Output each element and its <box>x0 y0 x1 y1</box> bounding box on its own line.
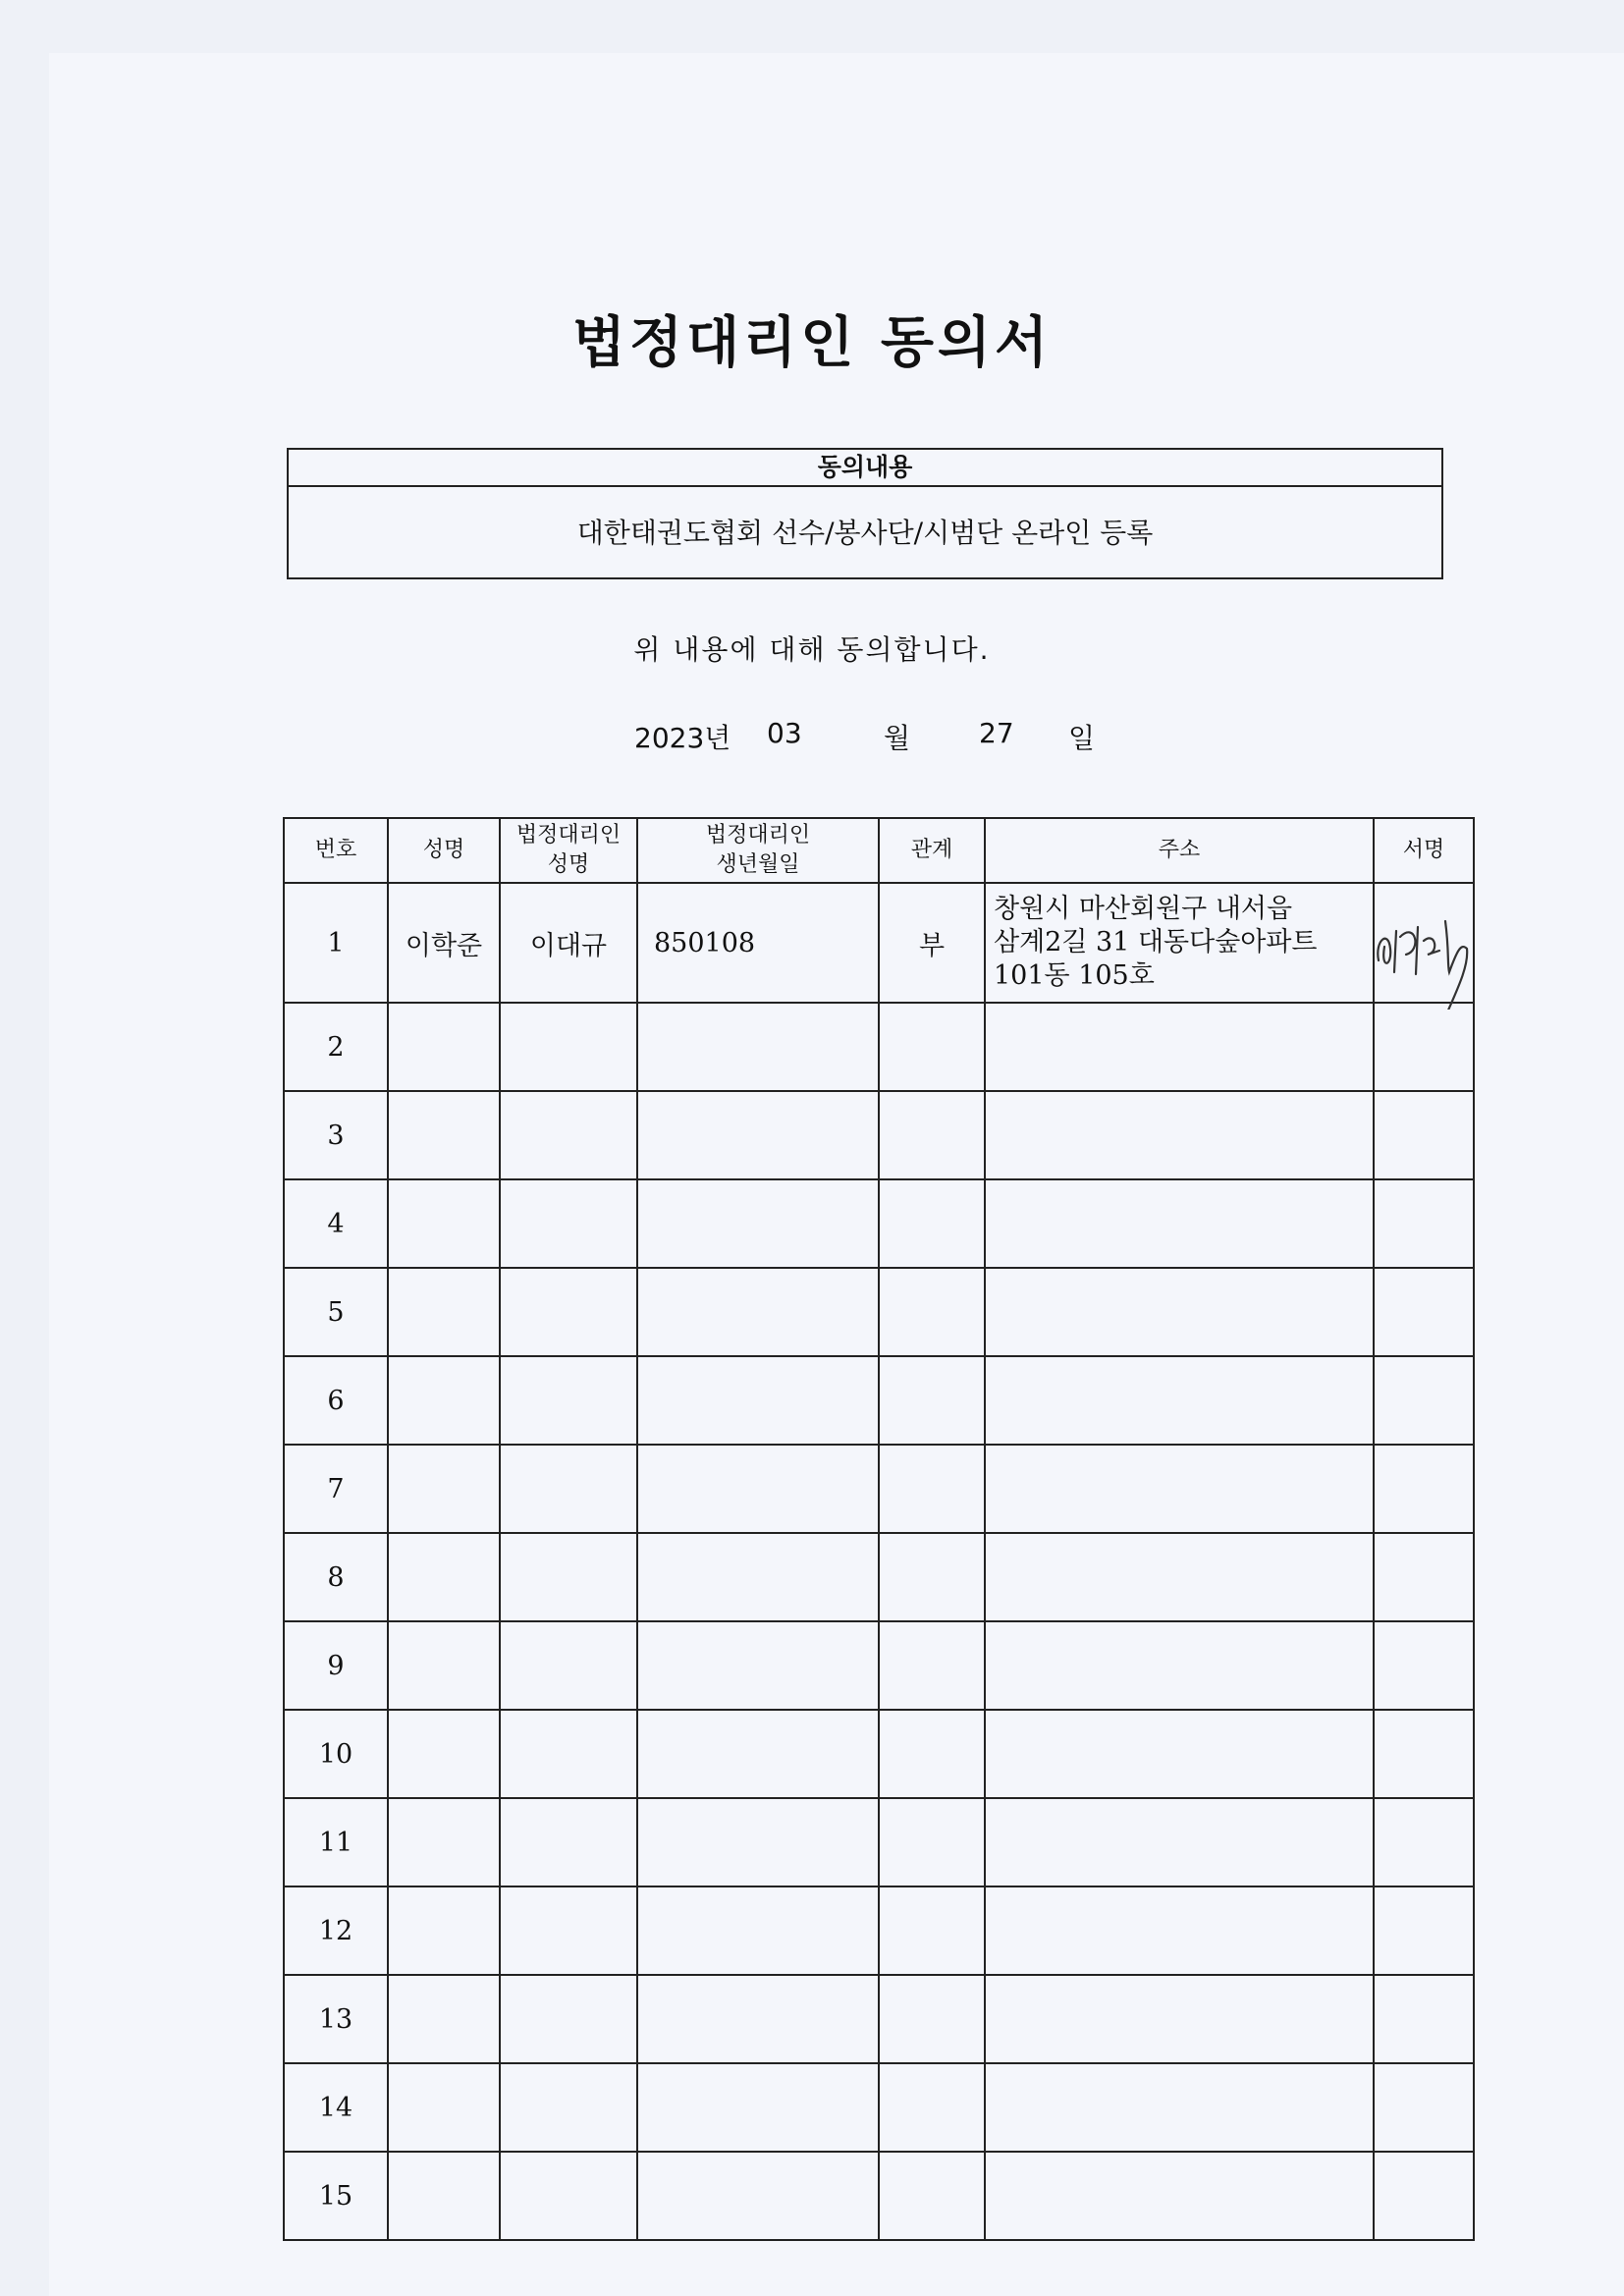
row-signature <box>1374 1356 1474 1445</box>
row-relation <box>879 1445 985 1533</box>
table-row <box>284 1268 1474 1356</box>
table-row <box>284 1445 1474 1533</box>
row-relation <box>879 1179 985 1268</box>
row-no: 1 <box>284 883 388 1003</box>
row-name <box>388 1621 500 1710</box>
table-row <box>284 1356 1474 1445</box>
row-address <box>985 1445 1374 1533</box>
row-name <box>388 1003 500 1091</box>
address-line: 101동 105호 <box>994 960 1155 991</box>
table-row <box>284 2063 1474 2152</box>
table-row <box>284 1975 1474 2063</box>
row-no: 8 <box>284 1533 388 1621</box>
row-guardian-name <box>500 1533 637 1621</box>
row-name <box>388 1886 500 1975</box>
table-row <box>284 1798 1474 1886</box>
table-row <box>284 883 1474 1003</box>
row-relation <box>879 1975 985 2063</box>
row-relation <box>879 1268 985 1356</box>
row-address <box>985 1533 1374 1621</box>
table-row <box>284 1179 1474 1268</box>
row-address <box>985 1091 1374 1179</box>
table-row <box>284 1886 1474 1975</box>
row-relation <box>879 1003 985 1091</box>
row-address <box>985 1798 1374 1886</box>
header-name: 성명 <box>388 818 500 883</box>
date-day: 27 <box>979 717 1014 749</box>
row-guardian-name <box>500 1886 637 1975</box>
row-guardian-birth <box>637 1268 879 1356</box>
row-relation <box>879 1798 985 1886</box>
row-name <box>388 1445 500 1533</box>
row-guardian-birth <box>637 1003 879 1091</box>
row-guardian-name <box>500 2152 637 2240</box>
row-name <box>388 1798 500 1886</box>
row-relation <box>879 1533 985 1621</box>
row-signature <box>1374 2063 1474 2152</box>
row-guardian-name <box>500 1179 637 1268</box>
row-guardian-name <box>500 1003 637 1091</box>
row-name <box>388 1710 500 1798</box>
row-no: 13 <box>284 1975 388 2063</box>
row-name <box>388 1179 500 1268</box>
row-guardian-name <box>500 1268 637 1356</box>
row-guardian-name: 이대규 <box>500 883 637 1003</box>
row-guardian-birth <box>637 1886 879 1975</box>
row-guardian-name <box>500 1356 637 1445</box>
row-address <box>985 1356 1374 1445</box>
agreement-statement: 위 내용에 대해 동의합니다. <box>633 633 991 666</box>
row-address <box>985 1003 1374 1091</box>
row-signature <box>1374 1268 1474 1356</box>
row-address <box>985 2063 1374 2152</box>
row-guardian-name <box>500 1445 637 1533</box>
row-guardian-birth <box>637 1445 879 1533</box>
row-relation <box>879 2063 985 2152</box>
consent-content: 대한태권도협회 선수/봉사단/시범단 온라인 등록 <box>576 517 1154 549</box>
row-no: 14 <box>284 2063 388 2152</box>
row-name: 이학준 <box>388 883 500 1003</box>
address-line: 삼계2길 31 대동다숲아파트 <box>994 927 1318 957</box>
row-signature <box>1374 1886 1474 1975</box>
row-guardian-name <box>500 1621 637 1710</box>
row-signature <box>1374 2152 1474 2240</box>
row-relation <box>879 1886 985 1975</box>
row-no: 3 <box>284 1091 388 1179</box>
row-no: 2 <box>284 1003 388 1091</box>
document-title: 법정대리인 동의서 <box>571 311 1053 375</box>
row-no: 7 <box>284 1445 388 1533</box>
row-no: 6 <box>284 1356 388 1445</box>
row-name <box>388 1268 500 1356</box>
row-address <box>985 883 1374 1003</box>
row-guardian-birth <box>637 1798 879 1886</box>
row-relation <box>879 1621 985 1710</box>
row-address <box>985 1886 1374 1975</box>
row-address <box>985 1268 1374 1356</box>
row-guardian-birth <box>637 1533 879 1621</box>
table-row <box>284 2152 1474 2240</box>
row-guardian-birth: 850108 <box>637 883 879 1003</box>
row-guardian-birth <box>637 1621 879 1710</box>
table-header-row <box>284 818 1474 883</box>
header-guardian-birth: 법정대리인 생년월일 <box>637 818 879 883</box>
row-guardian-birth <box>637 2063 879 2152</box>
row-signature <box>1374 1445 1474 1533</box>
date-day-unit: 일 <box>1068 722 1096 754</box>
row-signature <box>1374 1003 1474 1091</box>
date-year: 2023년 <box>634 722 731 754</box>
row-address <box>985 2152 1374 2240</box>
row-guardian-birth <box>637 1179 879 1268</box>
row-guardian-birth <box>637 1356 879 1445</box>
row-relation <box>879 1091 985 1179</box>
consent-header: 동의내용 <box>289 450 1441 487</box>
row-guardian-name <box>500 1798 637 1886</box>
row-guardian-name <box>500 1091 637 1179</box>
row-signature <box>1374 1798 1474 1886</box>
row-name <box>388 1091 500 1179</box>
row-address <box>985 1710 1374 1798</box>
row-signature <box>1374 1091 1474 1179</box>
table-row <box>284 1091 1474 1179</box>
header-relation: 관계 <box>879 818 985 883</box>
header-signature: 서명 <box>1374 818 1474 883</box>
header-no: 번호 <box>284 818 388 883</box>
row-no: 10 <box>284 1710 388 1798</box>
row-relation: 부 <box>879 883 985 1003</box>
row-no: 15 <box>284 2152 388 2240</box>
table-row <box>284 1621 1474 1710</box>
guardian-table <box>283 817 1475 2241</box>
header-address: 주소 <box>985 818 1374 883</box>
date-month-unit: 월 <box>884 722 911 754</box>
date-month: 03 <box>767 717 802 749</box>
row-no: 5 <box>284 1268 388 1356</box>
row-signature <box>1374 1710 1474 1798</box>
row-name <box>388 1975 500 2063</box>
row-relation <box>879 1710 985 1798</box>
row-guardian-birth <box>637 1091 879 1179</box>
row-address <box>985 1975 1374 2063</box>
row-guardian-name <box>500 1710 637 1798</box>
table-row <box>284 1003 1474 1091</box>
row-relation <box>879 2152 985 2240</box>
table-row <box>284 1533 1474 1621</box>
row-no: 9 <box>284 1621 388 1710</box>
row-address <box>985 1621 1374 1710</box>
handwritten-signature <box>1367 892 1494 1010</box>
row-signature <box>1374 883 1474 1003</box>
row-no: 11 <box>284 1798 388 1886</box>
header-guardian-name: 법정대리인 성명 <box>500 818 637 883</box>
row-name <box>388 1356 500 1445</box>
row-name <box>388 2063 500 2152</box>
row-address <box>985 1179 1374 1268</box>
address-line: 창원시 마산회원구 내서읍 <box>994 894 1293 924</box>
row-guardian-name <box>500 2063 637 2152</box>
row-no: 4 <box>284 1179 388 1268</box>
row-signature <box>1374 1975 1474 2063</box>
row-name <box>388 1533 500 1621</box>
row-guardian-birth <box>637 2152 879 2240</box>
table-row <box>284 1710 1474 1798</box>
row-signature <box>1374 1179 1474 1268</box>
row-guardian-birth <box>637 1975 879 2063</box>
row-guardian-birth <box>637 1710 879 1798</box>
row-signature <box>1374 1533 1474 1621</box>
consent-box <box>287 448 1443 579</box>
row-name <box>388 2152 500 2240</box>
row-signature <box>1374 1621 1474 1710</box>
row-guardian-name <box>500 1975 637 2063</box>
row-no: 12 <box>284 1886 388 1975</box>
row-relation <box>879 1356 985 1445</box>
